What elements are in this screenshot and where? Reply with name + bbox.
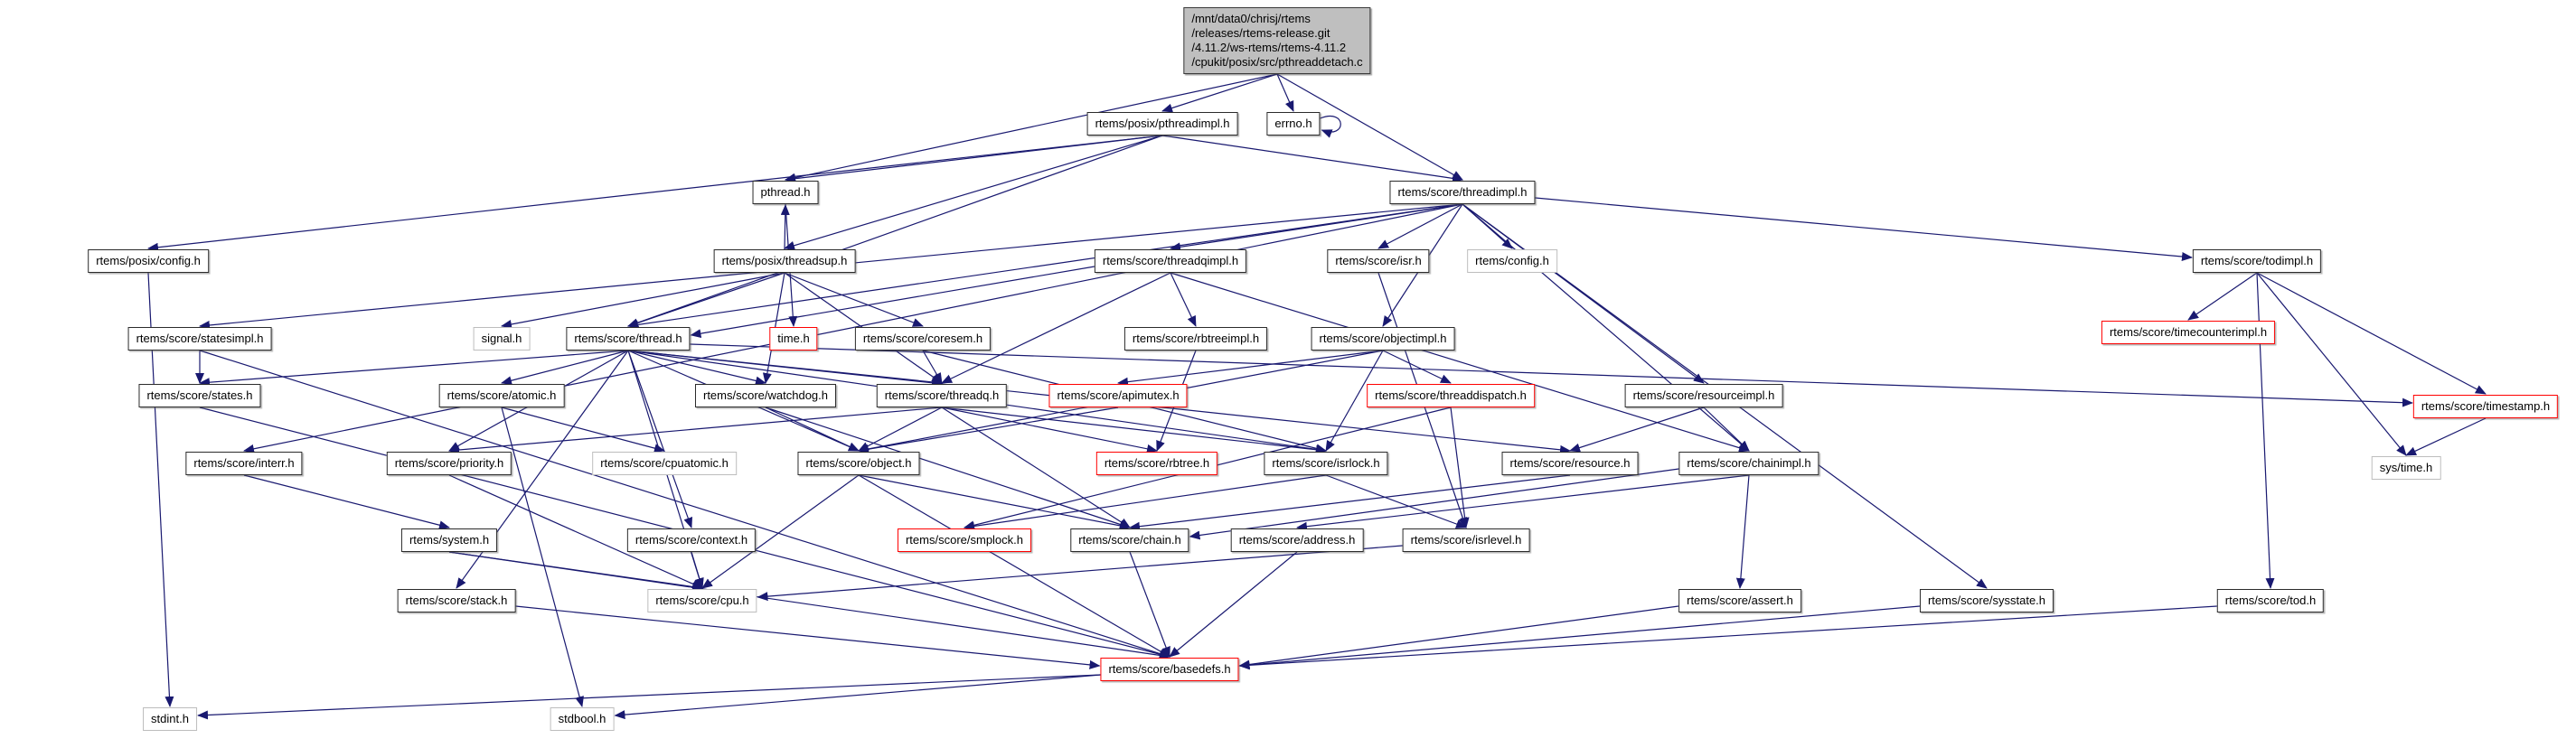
node-resourceimpl[interactable]: rtems/score/resourceimpl.h	[1625, 384, 1783, 407]
edge-todimpl-timecounterimpl	[2188, 273, 2257, 320]
node-posixconfig[interactable]: rtems/posix/config.h	[88, 249, 209, 273]
node-isr[interactable]: rtems/score/isr.h	[1327, 249, 1429, 273]
edge-system-basedefs	[449, 552, 1170, 657]
node-stdint: stdint.h	[143, 707, 197, 731]
edge-threadq-priority	[449, 407, 942, 451]
node-sysstate[interactable]: rtems/score/sysstate.h	[1920, 589, 2054, 612]
node-timestamp[interactable]: rtems/score/timestamp.h	[2413, 395, 2558, 418]
edge-isrlevel-cpu	[758, 546, 1403, 597]
edge-context-cpu	[691, 552, 702, 588]
edge-atomic-stdbool	[502, 407, 582, 706]
node-interr[interactable]: rtems/score/interr.h	[185, 452, 302, 475]
edge-pthreadimpl-threadimpl	[1162, 136, 1462, 180]
node-address[interactable]: rtems/score/address.h	[1231, 528, 1364, 552]
node-atomic[interactable]: rtems/score/atomic.h	[439, 384, 565, 407]
edge-resourceimpl-resource	[1570, 407, 1704, 451]
edge-pthreadimpl-thread	[628, 136, 1162, 326]
edge-threadqimpl-rbtreeimpl	[1170, 273, 1196, 326]
root-path-line: /releases/rtems-release.git	[1191, 26, 1330, 40]
edge-basedefs-stdbool	[616, 675, 1101, 715]
edge-resource-chain	[1130, 475, 1570, 528]
node-resource[interactable]: rtems/score/resource.h	[1502, 452, 1639, 475]
edge-todimpl-systime	[2257, 273, 2406, 455]
node-object[interactable]: rtems/score/object.h	[797, 452, 919, 475]
edge-thread-threadq	[628, 351, 942, 383]
node-todimpl[interactable]: rtems/score/todimpl.h	[2193, 249, 2321, 273]
edge-root-errno	[1277, 74, 1293, 111]
root-path-line: /mnt/data0/chrisj/rtems	[1191, 12, 1311, 25]
edge-threadqimpl-chainimpl	[1170, 273, 1749, 451]
edge-errno-errno	[1321, 117, 1341, 133]
node-root	[1183, 7, 1370, 74]
node-coresem[interactable]: rtems/score/coresem.h	[855, 327, 991, 351]
node-signal: signal.h	[474, 327, 531, 351]
edge-pthreadimpl-posixconfig	[148, 136, 1162, 248]
node-watchdog[interactable]: rtems/score/watchdog.h	[695, 384, 836, 407]
node-cpuatomic: rtems/score/cpuatomic.h	[592, 452, 737, 475]
node-isrlock[interactable]: rtems/score/isrlock.h	[1264, 452, 1387, 475]
edge-watchdog-object	[766, 407, 859, 451]
node-rbtree[interactable]: rtems/score/rbtree.h	[1096, 452, 1217, 475]
edge-tod-basedefs	[1240, 606, 2218, 666]
node-timecounterimpl[interactable]: rtems/score/timecounterimpl.h	[2101, 321, 2275, 344]
node-chainimpl[interactable]: rtems/score/chainimpl.h	[1678, 452, 1819, 475]
edge-timestamp-systime	[2406, 418, 2486, 455]
edge-apimutex-object	[859, 407, 1118, 451]
node-stdbool: stdbool.h	[550, 707, 615, 731]
edge-todimpl-timestamp	[2257, 273, 2486, 394]
edge-chainimpl-chain	[1190, 469, 1679, 537]
node-time[interactable]: time.h	[769, 327, 817, 351]
node-cpu: rtems/score/cpu.h	[647, 589, 757, 612]
node-threadq[interactable]: rtems/score/threadq.h	[877, 384, 1007, 407]
edge-threadqimpl-thread	[691, 266, 1095, 335]
node-rtemsconfig: rtems/config.h	[1467, 249, 1557, 273]
edge-root-pthreadimpl	[1162, 74, 1277, 111]
node-pthreadimpl[interactable]: rtems/posix/pthreadimpl.h	[1087, 112, 1238, 136]
node-threadimpl[interactable]: rtems/score/threadimpl.h	[1389, 181, 1535, 204]
node-statesimpl[interactable]: rtems/score/statesimpl.h	[128, 327, 272, 351]
node-objectimpl[interactable]: rtems/score/objectimpl.h	[1312, 327, 1455, 351]
node-system[interactable]: rtems/system.h	[401, 528, 497, 552]
node-threadsup[interactable]: rtems/posix/threadsup.h	[714, 249, 856, 273]
edge-threadimpl-rtemsconfig	[1462, 204, 1512, 248]
node-threaddispatch[interactable]: rtems/score/threaddispatch.h	[1367, 384, 1535, 407]
node-thread[interactable]: rtems/score/thread.h	[566, 327, 690, 351]
edge-chainimpl-address	[1297, 475, 1749, 528]
edge-threadimpl-interr	[244, 204, 1462, 451]
node-apimutex[interactable]: rtems/score/apimutex.h	[1048, 384, 1187, 407]
edge-threadimpl-threadqimpl	[1170, 204, 1462, 248]
edge-chainimpl-assert	[1740, 475, 1749, 588]
edge-thread-context	[628, 351, 691, 528]
node-pthread[interactable]: pthread.h	[753, 181, 819, 204]
edge-threadsup-signal	[502, 273, 785, 326]
node-assert[interactable]: rtems/score/assert.h	[1678, 589, 1801, 612]
node-rbtreeimpl[interactable]: rtems/score/rbtreeimpl.h	[1124, 327, 1267, 351]
edge-stack-basedefs	[516, 606, 1100, 666]
edge-chain-basedefs	[1130, 552, 1170, 657]
edge-object-basedefs	[859, 475, 1170, 657]
edge-interr-system	[244, 475, 449, 528]
root-path-line: /4.11.2/ws-rtems/rtems-4.11.2	[1191, 41, 1347, 54]
edge-threadimpl-chainimpl	[1462, 204, 1749, 451]
edge-threadimpl-todimpl	[1536, 198, 2193, 257]
edge-address-basedefs	[1170, 552, 1297, 657]
root-path-line: /cpukit/posix/src/pthreaddetach.c	[1191, 55, 1363, 69]
edge-sysstate-basedefs	[1240, 606, 1921, 666]
node-states[interactable]: rtems/score/states.h	[138, 384, 260, 407]
node-tod[interactable]: rtems/score/tod.h	[2217, 589, 2324, 612]
edge-coresem-threadq	[923, 351, 942, 383]
edge-pthreadimpl-threadsup	[785, 136, 1162, 248]
node-threadqimpl[interactable]: rtems/score/threadqimpl.h	[1095, 249, 1246, 273]
node-basedefs[interactable]: rtems/score/basedefs.h	[1100, 658, 1238, 681]
edge-threadsup-thread	[628, 273, 785, 326]
edge-basedefs-stdint	[198, 675, 1101, 715]
node-chain[interactable]: rtems/score/chain.h	[1070, 528, 1189, 552]
node-smplock[interactable]: rtems/score/smplock.h	[898, 528, 1031, 552]
node-stack[interactable]: rtems/score/stack.h	[398, 589, 516, 612]
node-errno[interactable]: errno.h	[1266, 112, 1320, 136]
node-isrlevel[interactable]: rtems/score/isrlevel.h	[1403, 528, 1530, 552]
node-context[interactable]: rtems/score/context.h	[627, 528, 756, 552]
node-priority[interactable]: rtems/score/priority.h	[387, 452, 512, 475]
edge-assert-basedefs	[1240, 606, 1679, 666]
node-systime: sys/time.h	[2372, 456, 2441, 480]
